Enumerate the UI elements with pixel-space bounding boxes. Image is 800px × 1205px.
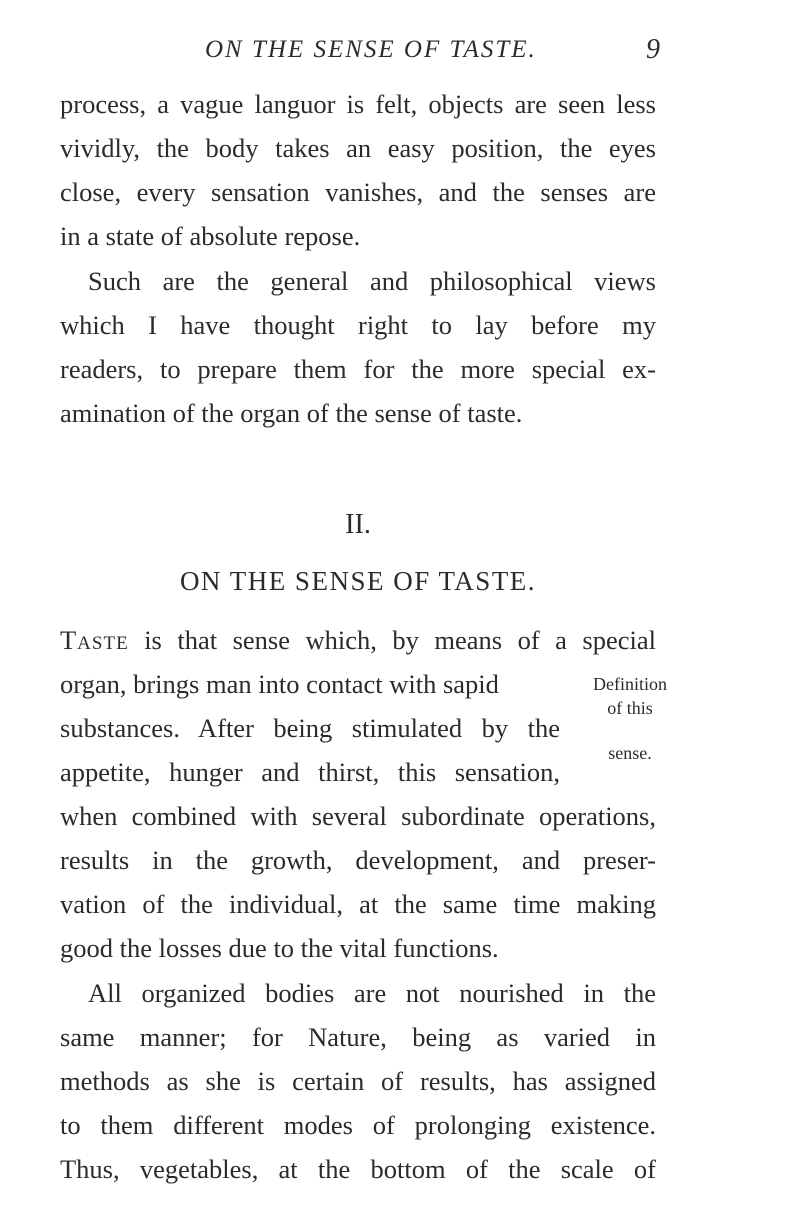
margin-note-line: Definition [593, 674, 667, 694]
text-line: methods as she is certain of results, has assigned [60, 1066, 656, 1096]
text-line: substances. After being stimulated by the [60, 713, 560, 743]
text-line: readers, to prepare them for the more special ex- [60, 354, 656, 384]
text-line: in a state of absolute repose. [60, 221, 361, 251]
text-line: amination of the organ of the sense of taste. [60, 398, 523, 428]
section-number: II. [345, 509, 371, 540]
text-span: is that sense which, by means of a special [128, 625, 656, 655]
text-line: same manner; for Nature, being as varied in [60, 1022, 656, 1052]
page-number: 9 [646, 34, 660, 65]
text-line [60, 623, 656, 657]
text-line: appetite, hunger and thirst, this sensation, [60, 757, 560, 787]
lead-word: Taste [60, 625, 129, 655]
text-line: All organized bodies are not nourished in the [88, 978, 656, 1008]
text-line: Thus, vegetables, at the bottom of the scale of [60, 1154, 656, 1184]
margin-note-line: sense. [608, 743, 652, 763]
text-line: vation of the individual, at the same time making [60, 889, 656, 919]
text-line: vividly, the body takes an easy position, the eyes [60, 133, 656, 163]
running-head: ON THE SENSE OF TASTE. [205, 36, 537, 63]
text-line: process, a vague languor is felt, objects are seen less [60, 89, 656, 119]
text-line: good the losses due to the vital functions. [60, 933, 499, 963]
text-line: organ, brings man into contact with sapid [60, 669, 499, 699]
text-line: results in the growth, development, and preser- [60, 845, 656, 875]
text-line: when combined with several subordinate operations, [60, 801, 656, 831]
text-line: to them different modes of prolonging existence. [60, 1110, 656, 1140]
text-line: close, every sensation vanishes, and the senses are [60, 177, 656, 207]
text-line: which I have thought right to lay before my [60, 310, 656, 340]
margin-note-line: of this [607, 698, 653, 718]
section-title: ON THE SENSE OF TASTE. [179, 566, 537, 596]
text-line: Such are the general and philosophical views [88, 266, 656, 296]
